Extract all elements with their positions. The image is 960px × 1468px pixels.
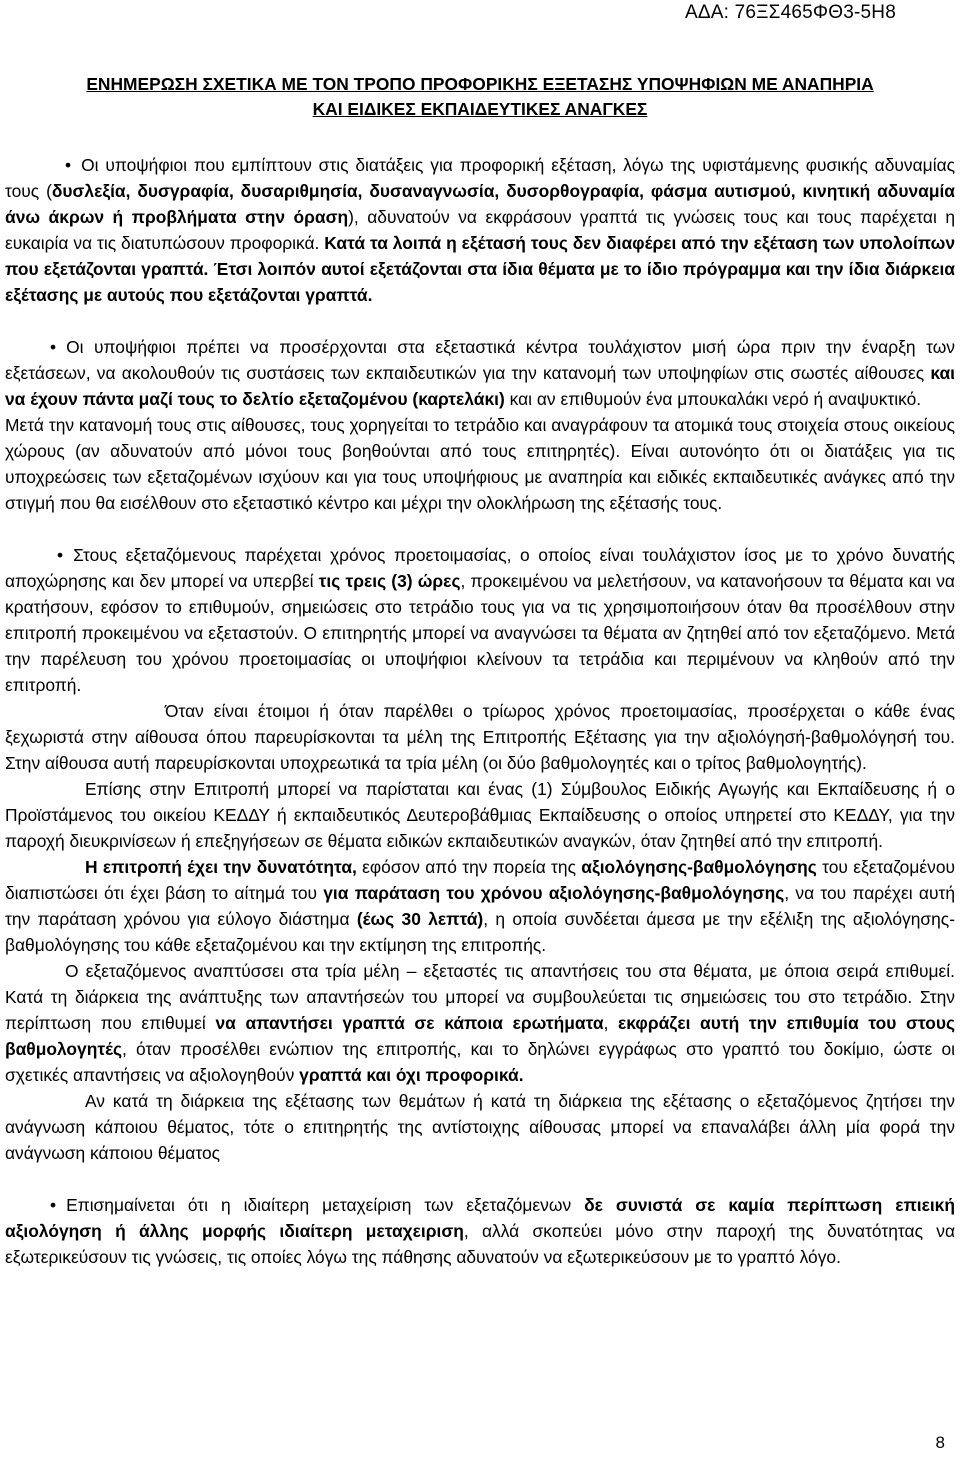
paragraph-7-bold-b: αξιολόγησης-βαθμολόγησης [581,857,817,877]
paragraph-4-text-a: Στους εξεταζόμενους παρέχεται χρόνος προετοιμασίας, ο οποίος είναι τουλάχιστον ίσος με το χρόνο δυνατής αποχώρησης και δεν μπορεί να υπερβεί [5,545,955,591]
page-number: 8 [935,1433,945,1452]
paragraph-7-text-d: , η οποία συνδέεται άμεσα με την εξέλιξη της αξιολόγησης-βαθμολόγησης του κάθε εξεταζομένου και την εκτίμηση της επιτροπής. [5,909,955,955]
paragraph-8-bold-a: να απαντήσει γραπτά σε κάποια ερωτήματα [215,1013,604,1033]
paragraph-2 [5,334,955,412]
paragraph-3: Μετά την κατανομή τους στις αίθουσες, τους χορηγείται το τετράδιο και αναγράφουν τα ατομικά τους στοιχεία στους οικείους χώρους (αν αδυνατούν από μόνοι τους βοηθούνται από τους επιτηρητές). Είναι αυτονόητο ότι οι διατάξεις για τις υποχρεώσεις των εξεταζομένων ισχύουν και για τους υποψήφιους με αναπηρία και ειδικές εκπαιδευτικές ανάγκες από την στιγμή που θα εισέλθουν στο εξεταστικό κέντρο και μέχρι την ολοκλήρωση της εξέτασής τους. [5,415,955,513]
document-title [0,72,960,122]
paragraph-10-text-a: Επισημαίνεται ότι η ιδιαίτερη μεταχείριση των εξεταζόμενων [66,1195,585,1215]
paragraph-1-text-a: Οι υποψήφιοι που εμπίπτουν στις διατάξεις για προφορική εξέταση, λόγω της υφιστάμενης φυσικής αδυναμίας τους ( [5,155,955,201]
paragraph-1-bold-b: Κατά τα λοιπά η εξέτασή τους δεν διαφέρει από την εξέταση των υπολοίπων που εξετάζονται γραπτά. Έτσι λοιπόν αυτοί εξετάζονται στα ίδια θέματα με το ίδιο πρόγραμμα και την ίδια διάρκεια εξέτασης με αυτούς που εξετάζονται γραπτά. [5,233,955,305]
paragraph-7-text-b: του εξεταζομένου διαπιστώσει ότι έχει βάση το αίτημά του [5,857,955,903]
title-line-1: ΕΝΗΜΕΡΩΣΗ ΣΧΕΤΙΚΑ ΜΕ ΤΟΝ ΤΡΟΠΟ ΠΡΟΦΟΡΙΚΗΣ ΕΞΕΤΑΣΗΣ ΥΠΟΨΗΦΙΩΝ ΜΕ ΑΝΑΠΗΡΙΑ [86,74,874,94]
paragraph-8-text-a: Ο εξεταζόμενος αναπτύσσει στα τρία μέλη – εξεταστές τις απαντήσεις του στα θέματα, με όποια σειρά επιθυμεί. Κατά τη διάρκεια της ανάπτυξης των απαντήσεών του μπορεί να συμβουλεύεται τις σημειώσεις του στο τετράδιο. Στην περίπτωση που επιθυμεί [5,961,955,1033]
paragraph-8 [5,958,955,1088]
paragraph-7-bold-d: (έως 30 λεπτά) [356,909,484,929]
paragraph-5: Όταν είναι έτοιμοι ή όταν παρέλθει ο τρίωρος χρόνος προετοιμασίας, προσέρχεται ο κάθε ένας ξεχωριστά στην αίθουσα όπου παρευρίσκονται τα μέλη της Επιτροπής Εξέτασης για την αξιολόγησή-βαθμολόγησή του. Στην αίθουσα αυτή παρευρίσκονται υποχρεωτικά τα τρία μέλη (οι δύο βαθμολογητές και ο τρίτος βαθμολογητής). [5,701,955,773]
title-line-2: ΚΑΙ ΕΙΔΙΚΕΣ ΕΚΠΑΙΔΕΥΤΙΚΕΣ ΑΝΑΓΚΕΣ [312,99,648,119]
paragraph-7-text-a: εφόσον από την πορεία της [356,857,582,877]
paragraph-8-text-c: , όταν προσέλθει ενώπιον της επιτροπής, και το δηλώνει εγγράφως στο γραπτό του δοκίμιο, ώστε οι σχετικές απαντήσεις να αξιολογηθούν [5,1039,955,1085]
paragraph-6: Επίσης στην Επιτροπή μπορεί να παρίσταται και ένας (1) Σύμβουλος Ειδικής Αγωγής και Εκπαίδευσης ή ο Προϊστάμενος του οικείου ΚΕΔΔΥ ή εκπαιδευτικός Δευτεροβάθμιας Εκπαίδευσης ο οποίος υπηρετεί στο ΚΕΔΔΥ, για την παροχή διευκρινίσεων ή επεξηγήσεων σε θέματα ειδικών εκπαιδευτικών αναγκών, όταν ζητηθεί από την επιτροπή. [5,779,955,851]
paragraph-2-text-b: και αν επιθυμούν ένα μπουκαλάκι νερό ή αναψυκτικό. [504,389,922,409]
paragraph-4-text-b: , προκειμένου να μελετήσουν, να κατανοήσουν τα θέματα και να κρατήσουν, εφόσον το επιθυμούν, σημειώσεις στο τετράδιο τους για να τις χρησιμοποιήσουν όταν θα προσέλθουν στην επιτροπή προκειμένου να εξεταστούν. Ο επιτηρητής μπορεί να αναγνώσει τα θέματα αν ζητηθεί από τον εξεταζόμενο. Μετά την παρέλευση του χρόνου προετοιμασίας οι υποψήφιοι κλείνουν τα τετράδια και περιμένουν να κληθούν από την επιτροπή. [5,571,955,695]
paragraph-7-text-c: , να του παρέχει αυτή την παράταση χρόνου για εύλογο διάστημα [5,883,955,929]
paragraph-4-bold-a: τις τρεις (3) ώρες [318,571,461,591]
paragraph-7-bold-a: Η επιτροπή έχει την δυνατότητα, [85,857,357,877]
paragraph-9: Αν κατά τη διάρκεια της εξέτασης των θεμάτων ή κατά τη διάρκεια της εξέτασης ο εξεταζόμενος ζητήσει την ανάγνωση κάποιου θέματος, τότε ο επιτηρητής της αντίστοιχης αίθουσας μπορεί να επαναλάβει άλλη μία φορά την ανάγνωση κάποιου θέματος [5,1091,955,1163]
paragraph-1-bold-a: δυσλεξία, δυσγραφία, δυσαριθμησία, δυσαναγνωσία, δυσορθογραφία, φάσμα αυτισμού, κινητική αδυναμία άνω άκρων ή προβλήματα στην όραση [5,181,955,227]
paragraph-8-text-b: , [603,1013,619,1033]
paragraph-10-bold-a: δε συνιστά σε καμία περίπτωση επιεική αξιολόγηση ή άλλης μορφής ιδιαίτερη μεταχειριση [5,1195,955,1241]
paragraph-10 [5,1192,955,1270]
paragraph-4 [5,542,955,698]
paragraph-10-text-b: , αλλά σκοπεύει μόνο στην παροχή της δυνατότητας να εξωτερικεύσουν τις γνώσεις, τις οποίες λόγω της πάθησης αδυνατούν να εξωτερικεύσουν με το γραπτό λόγο. [5,1221,955,1267]
paragraph-8-bold-c: γραπτά και όχι προφορικά. [299,1065,524,1085]
paragraph-8-bold-b: εκφράζει αυτή την επιθυμία του στους βαθμολογητές [5,1013,955,1059]
paragraph-7 [5,854,955,958]
paragraph-7-bold-c: για παράταση του χρόνου αξιολόγησης-βαθμολόγησης [323,883,785,903]
paragraph-1-text-b: ), αδυνατούν να εκφράσουν γραπτά τις γνώσεις τους και τους παρέχεται η ευκαιρία να τις διατυπώσουν προφορικά. [5,207,955,253]
paragraph-2-bold-a: και να έχουν πάντα μαζί τους το δελτίο εξεταζομένου (καρτελάκι) [5,363,955,409]
paragraph-2-text-a: Οι υποψήφιοι πρέπει να προσέρχονται στα εξεταστικά κέντρα τουλάχιστον μισή ώρα πριν την έναρξη των εξετάσεων, να ακολουθούν τις συστάσεις των εκπαιδευτικών για την κατανομή των υποψηφίων στις σωστές αίθουσες [5,337,955,383]
document-body [5,152,955,1270]
paragraph-1 [5,152,955,308]
ada-code: ΑΔΑ: 76ΞΣ465ΦΘ3-5Η8 [684,2,896,23]
